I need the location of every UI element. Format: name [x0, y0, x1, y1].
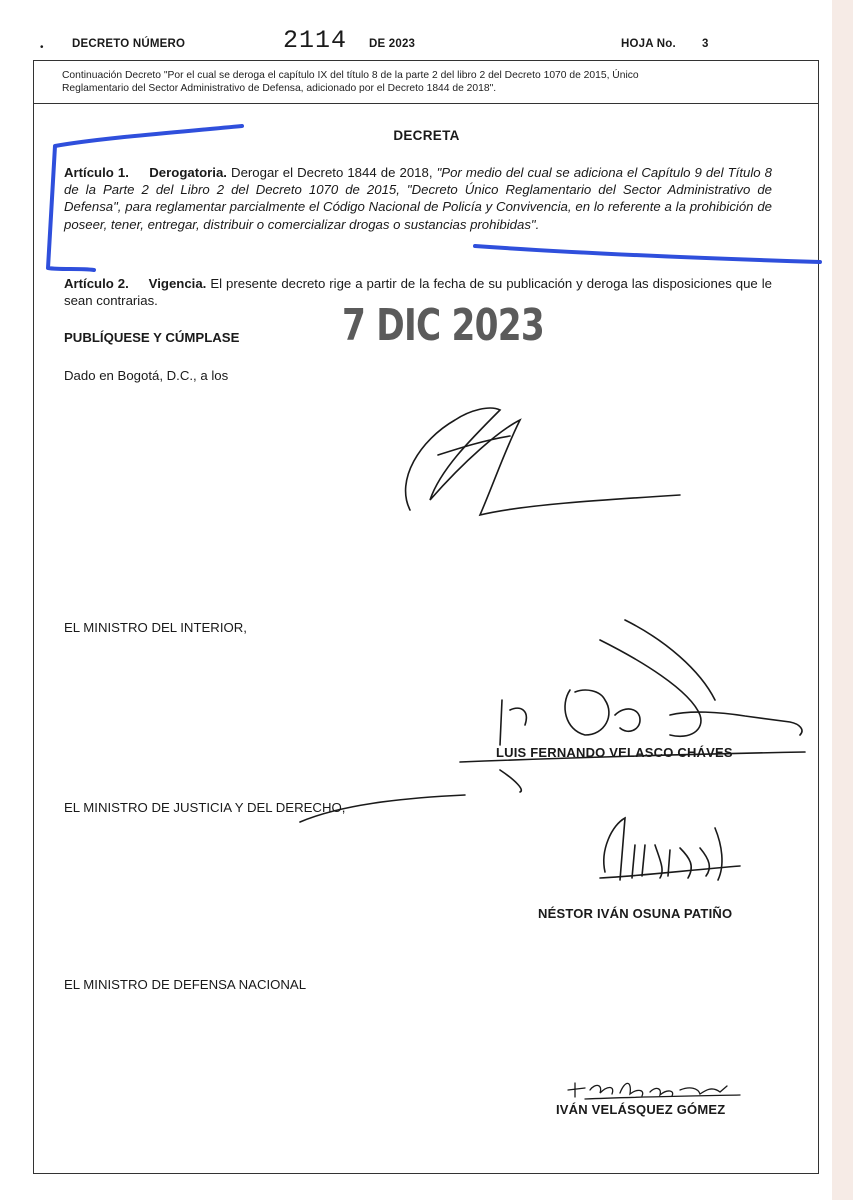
- article-1-title: Derogatoria.: [149, 165, 227, 180]
- article-2-number: Artículo 2.: [64, 276, 129, 291]
- article-2-text: El presente decreto rige a partir de la fecha de su publicación y deroga las disposiciones que le sean contrarias.: [64, 276, 772, 309]
- hoja-number: 3: [702, 38, 709, 50]
- decree-number: 2114: [283, 26, 348, 55]
- role-defensa: EL MINISTRO DE DEFENSA NACIONAL: [64, 977, 307, 992]
- article-1: [64, 164, 772, 233]
- decree-year: DE 2023: [369, 38, 416, 50]
- article-1-text: Derogar el Decreto 1844 de 2018,: [231, 165, 433, 180]
- name-defensa: IVÁN VELÁSQUEZ GÓMEZ: [556, 1102, 726, 1117]
- article-2-title: Vigencia.: [148, 276, 207, 291]
- page-edge-strip: [832, 0, 853, 1200]
- header-bullet: •: [40, 42, 44, 53]
- publiquese-heading: PUBLÍQUESE Y CÚMPLASE: [64, 330, 240, 345]
- article-1-number: Artículo 1.: [64, 165, 129, 180]
- decreta-heading: DECRETA: [393, 128, 460, 143]
- decreto-label: DECRETO NÚMERO: [72, 38, 186, 50]
- continuation-line-1: Continuación Decreto "Por el cual se deroga el capítulo IX del título 8 de la parte 2 del libro 2 del Decreto 1070 de 2015, Único: [62, 70, 639, 81]
- article-1-quote: "Por medio del cual se adiciona el Capítulo 9 del Título 8 de la Parte 2 del Libro 2 del Decreto 1070 de 2015, "Decreto Único Reglamentario del Sector Administrativo de Defensa", para reglamentar parcialmente el Código Nacional de Policía y Convivencia, en lo referente a la prohibición de poseer, tener, entregar, distribuir o comercializar drogas o sustancias prohibidas".: [64, 165, 772, 232]
- role-interior: EL MINISTRO DEL INTERIOR,: [64, 620, 247, 635]
- name-interior: LUIS FERNANDO VELASCO CHÁVES: [496, 745, 733, 760]
- date-stamp: 7 DIC 2023: [342, 300, 544, 351]
- continuation-line-2: Reglamentario del Sector Administrativo de Defensa, adicionado por el Decreto 1844 de 2018".: [62, 83, 497, 94]
- hoja-label: HOJA No.: [621, 38, 676, 50]
- dado-en-text: Dado en Bogotá, D.C., a los: [64, 368, 229, 383]
- name-justicia: NÉSTOR IVÁN OSUNA PATIÑO: [538, 906, 733, 921]
- continuation-text: [62, 69, 802, 95]
- role-justicia: EL MINISTRO DE JUSTICIA Y DEL DERECHO,: [64, 800, 346, 815]
